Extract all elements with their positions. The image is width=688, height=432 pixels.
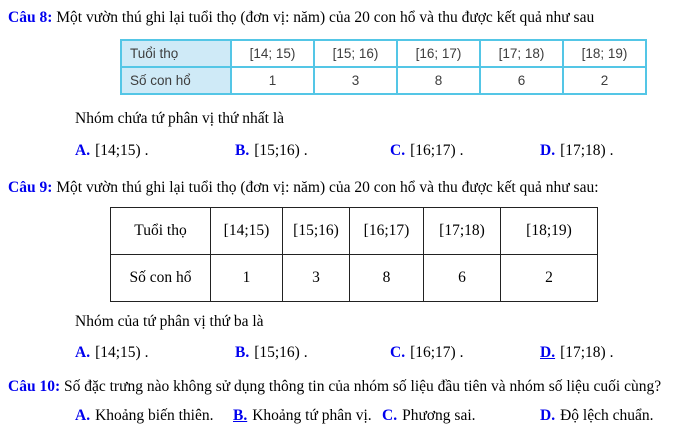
table-cell-interval: [16;17) — [350, 208, 424, 255]
table-cell-count: 6 — [480, 67, 563, 94]
option-d-value: [17;18) . — [560, 142, 614, 159]
table-cell-count: 6 — [424, 255, 501, 302]
table-header-so-con-ho: Số con hổ — [121, 67, 231, 94]
option-c-letter: C. — [382, 407, 398, 424]
option-c-letter: C. — [390, 344, 406, 361]
option-d-letter: D. — [540, 142, 556, 159]
table-row — [111, 255, 598, 302]
table-header-tuoi-tho: Tuổi thọ — [121, 40, 231, 67]
question-8-heading — [0, 0, 688, 28]
table-cell-interval: [17;18) — [424, 208, 501, 255]
option-a — [75, 344, 235, 362]
option-d — [540, 407, 688, 425]
question-9-label: Câu 9: — [8, 179, 53, 196]
question-9-subquestion: Nhóm của tứ phân vị thứ ba là — [75, 313, 264, 330]
table-cell-count: 3 — [314, 67, 397, 94]
option-b-value: [15;16) . — [254, 344, 308, 361]
table-cell-count: 8 — [350, 255, 424, 302]
option-b-value: Khoảng tứ phân vị. — [252, 407, 372, 424]
option-b-letter: B. — [233, 407, 248, 424]
option-c — [390, 344, 540, 362]
option-a — [75, 407, 233, 425]
option-c — [390, 142, 540, 160]
table-row — [121, 67, 646, 94]
table-header-so-con-ho: Số con hổ — [111, 255, 211, 302]
option-c-value: [16;17) . — [410, 142, 464, 159]
question-8-label: Câu 8: — [8, 9, 53, 26]
table-cell-interval: [18;19) — [501, 208, 598, 255]
question-10-options — [75, 407, 688, 425]
table-cell-interval: [17; 18) — [480, 40, 563, 67]
table-header-tuoi-tho: Tuổi thọ — [111, 208, 211, 255]
option-c-letter: C. — [390, 142, 406, 159]
question-10-heading — [0, 376, 688, 397]
option-d-value: Độ lệch chuẩn. — [560, 407, 654, 424]
question-10-label: Câu 10: — [8, 378, 61, 395]
option-a — [75, 142, 235, 160]
option-d-value: [17;18) . — [560, 344, 614, 361]
table-cell-interval: [15; 16) — [314, 40, 397, 67]
question-8-text: Một vườn thú ghi lại tuổi thọ (đơn vị: năm) của 20 con hổ và thu được kết quả như sau — [56, 9, 595, 26]
option-a-value: [14;15) . — [95, 142, 149, 159]
option-a-letter: A. — [75, 344, 91, 361]
option-c — [382, 407, 540, 425]
table-cell-count: 2 — [501, 255, 598, 302]
table-cell-count: 8 — [397, 67, 480, 94]
option-a-value: Khoảng biến thiên. — [95, 407, 214, 424]
option-b — [233, 407, 382, 425]
option-b — [235, 142, 390, 160]
question-9-text: Một vườn thú ghi lại tuổi thọ (đơn vị: năm) của 20 con hổ và thu được kết quả như sau: — [56, 179, 599, 196]
option-c-value: Phương sai. — [402, 407, 476, 424]
option-d-letter: D. — [540, 344, 556, 361]
question-8-frequency-table — [120, 39, 647, 95]
table-row — [111, 208, 598, 255]
question-8-options — [75, 142, 688, 160]
question-9-heading — [0, 177, 688, 198]
option-b-letter: B. — [235, 142, 250, 159]
question-9-options — [75, 344, 688, 362]
option-a-letter: A. — [75, 142, 91, 159]
option-a-value: [14;15) . — [95, 344, 149, 361]
question-10-text: Số đặc trưng nào không sử dụng thông tin của nhóm số liệu đầu tiên và nhóm số liệu cuối cùng? — [63, 378, 662, 395]
table-cell-interval: [18; 19) — [563, 40, 646, 67]
option-b — [235, 344, 390, 362]
table-cell-count: 1 — [211, 255, 283, 302]
option-d-letter: D. — [540, 407, 556, 424]
option-b-value: [15;16) . — [254, 142, 308, 159]
table-cell-count: 1 — [231, 67, 314, 94]
option-c-value: [16;17) . — [410, 344, 464, 361]
option-a-letter: A. — [75, 407, 91, 424]
table-cell-interval: [14; 15) — [231, 40, 314, 67]
question-8-subquestion: Nhóm chứa tứ phân vị thứ nhất là — [75, 110, 285, 127]
option-d — [540, 344, 688, 362]
table-row — [121, 40, 646, 67]
table-cell-interval: [14;15) — [211, 208, 283, 255]
question-9-frequency-table — [110, 207, 598, 302]
option-b-letter: B. — [235, 344, 250, 361]
table-cell-count: 3 — [283, 255, 350, 302]
option-d — [540, 142, 688, 160]
table-cell-interval: [16; 17) — [397, 40, 480, 67]
table-cell-count: 2 — [563, 67, 646, 94]
table-cell-interval: [15;16) — [283, 208, 350, 255]
